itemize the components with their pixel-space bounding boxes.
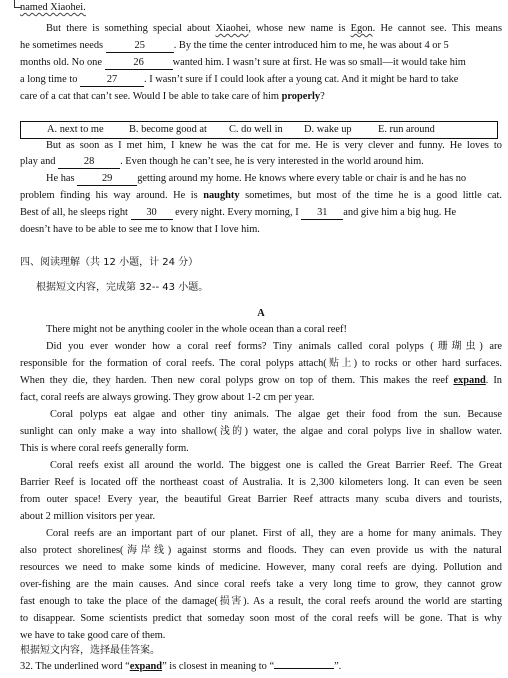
text-run: sometimes, but most of the time he is a good little cat.: [239, 190, 502, 201]
text-run: Coral polyps eat algae and other tiny animals. The algae get their food from the sun. Because: [50, 409, 502, 420]
text-line: [20, 356, 502, 373]
text-line: [20, 390, 502, 407]
text-run: ) to rocks or other hard surfaces.: [353, 358, 502, 369]
text-run: . In: [485, 375, 502, 386]
text-run: ) against storms and floods. They can even provide us with the natural: [167, 545, 503, 556]
text-run: months old. No one: [20, 57, 102, 68]
text-run: Coral reefs are an important part of our planet. First of all, they are a home for many animals. They: [46, 528, 502, 539]
bold-word-properly: properly: [281, 91, 321, 102]
text-line: [20, 89, 502, 106]
text-line: [20, 38, 502, 55]
text-line: [20, 339, 502, 356]
text-line: [20, 188, 502, 205]
text-line: [20, 407, 502, 424]
text-line: [20, 138, 502, 155]
text-run: . He cannot see. This means: [372, 23, 502, 34]
text-line: [20, 171, 502, 188]
text-run: we have to take good care of them.: [20, 630, 166, 641]
chinese-gloss: 珊瑚虫: [433, 341, 480, 352]
text-line: [20, 154, 502, 171]
text-run: , whose new name is: [248, 23, 351, 34]
answer-blank-28[interactable]: 28: [58, 156, 120, 169]
question-instruction: 根据短文内容，选择最佳答案。: [20, 645, 160, 656]
text-run: fast enough to take the place of the damage(: [20, 596, 218, 607]
text-run: sunlight can only make a way into shallow(: [20, 426, 218, 437]
text-run: he sometimes needs: [20, 40, 104, 51]
text-line: [20, 560, 502, 577]
text-run: responsible for the formation of coral reefs. The coral polyps attach(: [20, 358, 327, 369]
answer-blank-30[interactable]: 30: [131, 207, 173, 220]
text-run: Barrier Reef is located off the northeast coast of Australia. It is 2,300 kilometers long. It can even be seen: [20, 477, 502, 488]
text-line: [20, 458, 502, 475]
text-line: [20, 441, 502, 458]
option-a[interactable]: A. next to me: [47, 124, 104, 135]
option-e[interactable]: E. run around: [378, 124, 435, 135]
text-run: Did you ever wonder how a coral reef forms? Tiny animals called coral polyps (: [46, 341, 434, 352]
chinese-gloss: 贴上: [326, 358, 354, 369]
answer-blank-25[interactable]: 25: [106, 40, 174, 53]
text-run: ) water, the algae and coral polyps live in shallow water.: [244, 426, 502, 437]
text-run: fact, coral reefs are always growing. They grow about 1-2 cm per year.: [20, 392, 315, 403]
text-run: ) are: [479, 341, 503, 352]
question-32: [20, 659, 502, 676]
text-run: getting around my home. He knows where every table or chair is and he has no: [137, 173, 467, 184]
text-run: every night. Every morning, I: [175, 207, 299, 218]
text-line: [20, 222, 502, 239]
text-run: from outer space! Every year, the beautiful Great Barrier Reef attracts many scuba divers and tourists,: [20, 494, 502, 505]
bold-word-naughty: naughty: [203, 190, 240, 201]
text-run: ?: [320, 91, 325, 102]
text-line: [20, 577, 502, 594]
text-line: [20, 55, 502, 72]
text-line: [20, 611, 502, 628]
text-run: resources we need to make some kinds of medicine. However, many coral reefs are dying. Pollution and: [20, 562, 502, 573]
underlined-word-expand: expand: [453, 375, 486, 386]
text-run: . By the time the center introduced him to me, he was about 4 or 5: [173, 40, 449, 51]
section-heading: 四、阅读理解（共 12 小题，计 24 分）: [20, 257, 199, 268]
text-line: [20, 205, 502, 222]
text-run: ” is closest in meaning to “: [162, 661, 275, 672]
text-run: Coral reefs exist all around the world. The biggest one is called the Great Barrier Reef. The Great: [50, 460, 502, 471]
text-run: about 2 million visitors per year.: [20, 511, 156, 522]
answer-blank-31[interactable]: 31: [301, 207, 343, 220]
text-run: wanted him. I wasn’t sure at first. He was so small—it would take him: [172, 57, 466, 68]
text-run: doesn’t have to be able to see me to know that I love him.: [20, 224, 260, 235]
option-b[interactable]: B. become good at: [129, 124, 207, 135]
option-c[interactable]: C. do well in: [229, 124, 283, 135]
section-instruction: 根据短文内容，完成第 32-- 43 小题。: [36, 282, 209, 293]
chinese-gloss: 损害: [217, 596, 244, 607]
text-line: [20, 509, 502, 526]
chinese-gloss: 浅的: [217, 426, 245, 437]
text-run: This is where coral reefs generally form.: [20, 443, 189, 454]
text-line: [20, 526, 502, 543]
text-run: . Even though he can’t see, he is very interested in the world around him.: [120, 156, 424, 167]
chinese-gloss: 海岸线: [123, 545, 168, 556]
text-run: problem finding his way around. He is: [20, 190, 204, 201]
text-line: [20, 543, 502, 560]
text-line: [20, 492, 502, 509]
text-line: [20, 594, 502, 611]
text-run: But as soon as I met him, I knew he was the cat for me. He is very clever and funny. He loves to: [46, 140, 502, 151]
text-run: play and: [20, 156, 56, 167]
cat-name-egon: Egon: [350, 23, 373, 34]
text-run: to disappear. Some scientists predict that someday soon most of the coral reefs will be gone. That is why: [20, 613, 502, 624]
text-line: [20, 322, 502, 339]
text-line: [20, 424, 502, 441]
text-run: There might not be anything cooler in the whole ocean than a coral reef!: [46, 324, 347, 335]
text-run: a long time to: [20, 74, 78, 85]
text-run: When they die, they harden. Then new coral polyps grow on top of them. This makes the reef: [20, 375, 454, 386]
answer-blank-29[interactable]: 29: [77, 173, 137, 186]
text-run: Best of all, he sleeps right: [20, 207, 128, 218]
text-line: [20, 373, 502, 390]
text-run: . I wasn’t sure if I could look after a young cat. And it might be hard to take: [144, 74, 459, 85]
answer-blank-32[interactable]: [274, 668, 334, 669]
text-line: [20, 21, 502, 38]
word-bank-box: [20, 121, 498, 139]
text-run: ”.: [334, 661, 342, 672]
answer-blank-27[interactable]: 27: [80, 74, 144, 87]
answer-blank-26[interactable]: 26: [105, 57, 173, 70]
text-run: and give him a big hug. He: [343, 207, 457, 218]
option-d[interactable]: D. wake up: [304, 124, 352, 135]
text-line: [20, 72, 502, 89]
text-run: named Xiaohei.: [20, 2, 86, 13]
text-run: also protect shorelines(: [20, 545, 124, 556]
text-line: [20, 0, 502, 17]
text-run: care of a cat that can’t see. Would I be able to take care of him: [20, 91, 282, 102]
text-line: [20, 475, 502, 492]
part-label: A: [257, 308, 265, 319]
text-run: 32. The underlined word “: [20, 661, 130, 672]
text-run: But there is something special about: [46, 23, 216, 34]
underlined-word-expand-ref: expand: [129, 661, 163, 672]
text-run: over-fishing are the main causes. And since coral reefs take a very long time to grow, they cannot grow: [20, 579, 502, 590]
cat-name-xiaohei: Xiaohei: [215, 23, 249, 34]
text-run: He has: [46, 173, 75, 184]
text-run: ). As a result, the coral reefs around the world are starting: [243, 596, 503, 607]
